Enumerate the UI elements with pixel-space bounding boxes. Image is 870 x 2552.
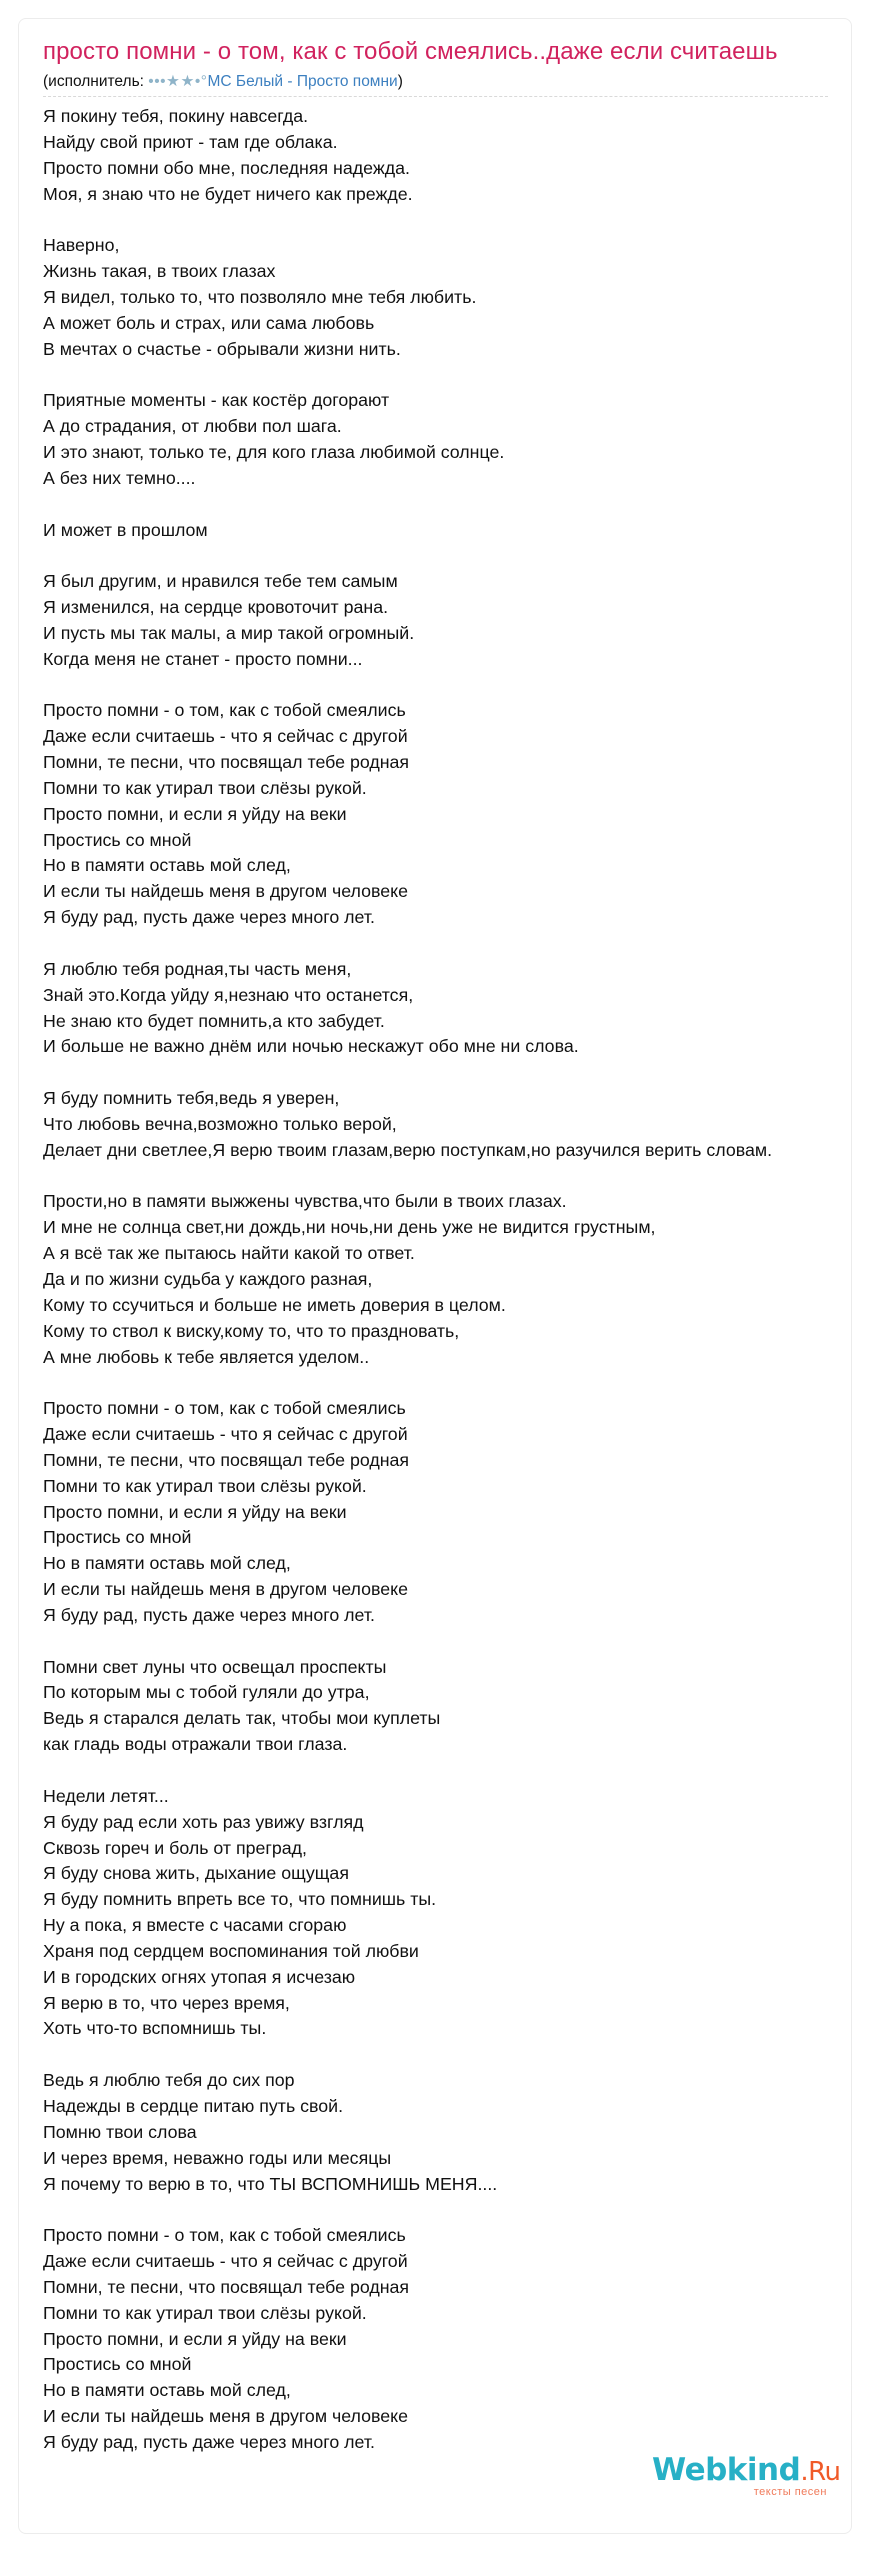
lyrics-line: Простись со мной <box>43 1527 192 1548</box>
lyrics-line: Я был другим, и нравился тебе тем самым <box>43 571 398 592</box>
lyrics-line: Помни свет луны что освещал проспекты <box>43 1656 387 1677</box>
lyrics-line: Простись со мной <box>43 2354 192 2375</box>
lyrics-line: Ведь я старался делать так, чтобы мои куплеты <box>43 1708 441 1729</box>
lyrics-blank-line <box>43 1370 772 1396</box>
artist-song-separator[interactable]: - <box>283 73 297 90</box>
lyrics-line: Знай это.Когда уйду я,незнаю что останется, <box>43 984 414 1005</box>
lyrics-line: Помни, те песни, что посвящал тебе родная <box>43 2276 410 2297</box>
lyrics-line: Кому то ствол к виску,кому то, что то праздновать, <box>43 1320 460 1341</box>
artist-line <box>43 72 403 91</box>
lyrics-line: Храня под сердцем воспоминания той любви <box>43 1940 419 1961</box>
artist-suffix: ) <box>397 73 403 90</box>
lyrics-blank-line <box>43 673 772 699</box>
lyrics-line: Делает дни светлее,Я верю твоим глазам,верю поступкам,но разучился верить словам. <box>43 1139 773 1160</box>
lyrics-line: Хоть что-то вспомнишь ты. <box>43 2018 267 2039</box>
lyrics-line: Просто помни, и если я уйду на веки <box>43 803 347 824</box>
lyrics-blank-line <box>43 1629 772 1655</box>
lyrics-line: А мне любовь к тебе является уделом.. <box>43 1346 370 1367</box>
lyrics-line: А до страдания, от любви пол шага. <box>43 416 342 437</box>
lyrics-line: Просто помни - о том, как с тобой смеялись <box>43 700 406 721</box>
lyrics-line: Просто помни обо мне, последняя надежда. <box>43 157 410 178</box>
lyrics-blank-line <box>43 492 772 518</box>
lyrics-line: А я всё так же пытаюсь найти какой то ответ. <box>43 1243 415 1264</box>
header-divider <box>43 96 828 97</box>
lyrics-line: Просто помни, и если я уйду на веки <box>43 1501 347 1522</box>
lyrics-line: Ведь я люблю тебя до сих пор <box>43 2070 295 2091</box>
lyrics-line: И в городских огнях утопая я исчезаю <box>43 1966 356 1987</box>
lyrics-line: Не знаю кто будет помнить,а кто забудет. <box>43 1010 385 1031</box>
lyrics-line: Сквозь гореч и боль от преград, <box>43 1837 307 1858</box>
lyrics-line: Я буду снова жить, дыхание ощущая <box>43 1863 349 1884</box>
lyrics-line: А без них темно.... <box>43 467 196 488</box>
lyrics-line: Моя, я знаю что не будет ничего как прежде. <box>43 183 413 204</box>
lyrics-line: Даже если считаешь - что я сейчас с другой <box>43 1424 408 1445</box>
logo-wordmark <box>652 2453 847 2489</box>
lyrics-line: Но в памяти оставь мой след, <box>43 1553 291 1574</box>
lyrics-line: Я верю в то, что через время, <box>43 1992 290 2013</box>
artist-link[interactable]: МС Белый <box>207 73 284 90</box>
lyrics-text <box>43 104 772 2456</box>
lyrics-line: Помню твои слова <box>43 2121 197 2142</box>
lyrics-blank-line <box>43 543 772 569</box>
logo-brand: Webkind <box>652 2452 801 2488</box>
lyrics-line: Я буду рад если хоть раз увижу взгляд <box>43 1811 364 1832</box>
lyrics-line: Найду свой приют - там где облака. <box>43 131 338 152</box>
lyrics-line: Просто помни - о том, как с тобой смеялись <box>43 1398 406 1419</box>
lyrics-line: Ну а пока, я вместе с часами сгораю <box>43 1915 347 1936</box>
lyrics-line: Я изменился, на сердце кровоточит рана. <box>43 597 389 618</box>
logo-tld: .Ru <box>800 2457 841 2487</box>
lyrics-line: И пусть мы так малы, а мир такой огромный. <box>43 622 415 643</box>
lyrics-blank-line <box>43 2197 772 2223</box>
lyrics-line: И больше не важно днём или ночью нескажут обо мне ни слова. <box>43 1036 579 1057</box>
lyrics-line: И если ты найдешь меня в другом человеке <box>43 881 409 902</box>
lyrics-line: Просто помни - о том, как с тобой смеялись <box>43 2225 406 2246</box>
lyrics-line: Прости,но в памяти выжжены чувства,что были в твоих глазах. <box>43 1191 567 1212</box>
lyrics-line: Я буду рад, пусть даже через много лет. <box>43 907 375 928</box>
lyrics-line: как гладь воды отражали твои глаза. <box>43 1734 348 1755</box>
lyrics-line: Наверно, <box>43 235 120 256</box>
lyrics-blank-line <box>43 1060 772 1086</box>
lyrics-line: Недели летят... <box>43 1785 169 1806</box>
lyrics-blank-line <box>43 1758 772 1784</box>
lyrics-line: Я покину тебя, покину навсегда. <box>43 106 309 126</box>
lyrics-line: Я буду помнить впреть все то, что помнишь ты. <box>43 1889 437 1910</box>
lyrics-line: Даже если считаешь - что я сейчас с другой <box>43 726 408 747</box>
lyrics-line: И может в прошлом <box>43 519 208 540</box>
lyrics-line: Просто помни, и если я уйду на веки <box>43 2328 347 2349</box>
lyrics-blank-line <box>43 2042 772 2068</box>
lyrics-line: Помни то как утирал твои слёзы рукой. <box>43 777 367 798</box>
lyrics-blank-line <box>43 931 772 957</box>
page-title: просто помни - о том, как с тобой смеялись..даже если считаешь <box>43 38 778 65</box>
lyrics-line: Я буду рад, пусть даже через много лет. <box>43 2431 375 2452</box>
lyrics-line: Помни то как утирал твои слёзы рукой. <box>43 1475 367 1496</box>
lyrics-line: Кому то ссучиться и больше не иметь доверия в целом. <box>43 1294 506 1315</box>
lyrics-line: Я видел, только то, что позволяло мне тебя любить. <box>43 286 477 307</box>
lyrics-line: Я буду помнить тебя,ведь я уверен, <box>43 1088 340 1109</box>
artist-decoration: •••★★•° <box>148 73 208 90</box>
lyrics-line: И если ты найдешь меня в другом человеке <box>43 2406 409 2427</box>
lyrics-line: Когда меня не станет - просто помни... <box>43 648 363 669</box>
lyrics-line: Что любовь вечна,возможно только верой, <box>43 1113 397 1134</box>
artist-prefix: (исполнитель: <box>43 73 149 90</box>
lyrics-line: Надежды в сердце питаю путь свой. <box>43 2095 344 2116</box>
lyrics-line: И через время, неважно годы или месяцы <box>43 2147 392 2168</box>
lyrics-line: Я буду рад, пусть даже через много лет. <box>43 1604 375 1625</box>
lyrics-line: По которым мы с тобой гуляли до утра, <box>43 1682 370 1703</box>
lyrics-line: Но в памяти оставь мой след, <box>43 855 291 876</box>
lyrics-line: И если ты найдешь меня в другом человеке <box>43 1579 409 1600</box>
lyrics-line: И это знают, только те, для кого глаза любимой солнце. <box>43 441 505 462</box>
lyrics-line: А может боль и страх, или сама любовь <box>43 312 375 333</box>
lyrics-line: И мне не солнца свет,ни дождь,ни ночь,ни день уже не видится грустным, <box>43 1217 656 1238</box>
lyrics-line: Я люблю тебя родная,ты часть меня, <box>43 958 352 979</box>
lyrics-blank-line <box>43 207 772 233</box>
lyrics-line: Но в памяти оставь мой след, <box>43 2380 291 2401</box>
lyrics-line: Жизнь такая, в твоих глазах <box>43 261 276 282</box>
lyrics-line: Даже если считаешь - что я сейчас с другой <box>43 2251 408 2272</box>
song-link[interactable]: Просто помни <box>296 73 398 90</box>
lyrics-line: Приятные моменты - как костёр догорают <box>43 390 390 411</box>
logo-tagline: тексты песен <box>753 2486 827 2498</box>
lyrics-line: Помни, те песни, что посвящал тебе родная <box>43 1449 410 1470</box>
lyrics-blank-line <box>43 1164 772 1190</box>
lyrics-line: В мечтах о счастье - обрывали жизни нить. <box>43 338 401 359</box>
lyrics-line: Помни то как утирал твои слёзы рукой. <box>43 2302 367 2323</box>
site-logo[interactable] <box>652 2453 847 2503</box>
lyrics-line: Помни, те песни, что посвящал тебе родная <box>43 752 410 773</box>
lyrics-line: Простись со мной <box>43 829 192 850</box>
lyrics-line: Да и по жизни судьба у каждого разная, <box>43 1268 373 1289</box>
lyrics-line: Я почему то верю в то, что ТЫ ВСПОМНИШЬ МЕНЯ.... <box>43 2173 498 2194</box>
lyrics-blank-line <box>43 362 772 388</box>
